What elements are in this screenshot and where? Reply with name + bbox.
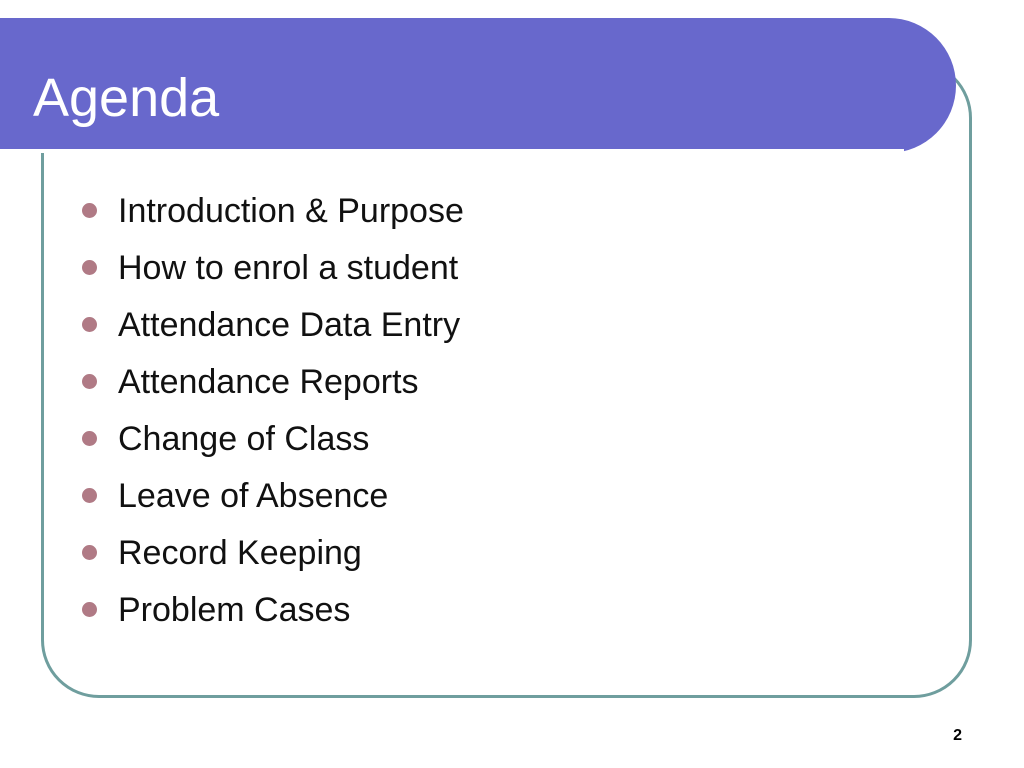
bullet-dot-icon: [82, 374, 97, 389]
list-item-text: Introduction & Purpose: [118, 191, 464, 230]
list-item: [82, 524, 464, 581]
bullet-dot-icon: [82, 317, 97, 332]
list-item-text: Record Keeping: [118, 533, 362, 572]
list-item-text: Leave of Absence: [118, 476, 389, 515]
bullet-dot-icon: [82, 545, 97, 560]
bullet-dot-icon: [82, 431, 97, 446]
slide-number: 2: [953, 727, 962, 744]
list-item: [82, 410, 464, 467]
list-item: [82, 353, 464, 410]
title-underline: [0, 149, 904, 153]
list-item: [82, 182, 464, 239]
list-item: [82, 581, 464, 638]
list-item-text: Attendance Data Entry: [118, 305, 461, 344]
list-item: [82, 239, 464, 296]
list-item-text: Change of Class: [118, 419, 370, 458]
list-item-text: How to enrol a student: [118, 248, 459, 287]
list-item: [82, 296, 464, 353]
list-item-text: Attendance Reports: [118, 362, 419, 401]
bullet-dot-icon: [82, 203, 97, 218]
bullet-dot-icon: [82, 260, 97, 275]
list-item-text: Problem Cases: [118, 590, 351, 629]
slide-title: Agenda: [33, 68, 220, 128]
title-banner: [0, 18, 956, 153]
agenda-list: [82, 182, 464, 638]
list-item: [82, 467, 464, 524]
bullet-dot-icon: [82, 488, 97, 503]
bullet-dot-icon: [82, 602, 97, 617]
